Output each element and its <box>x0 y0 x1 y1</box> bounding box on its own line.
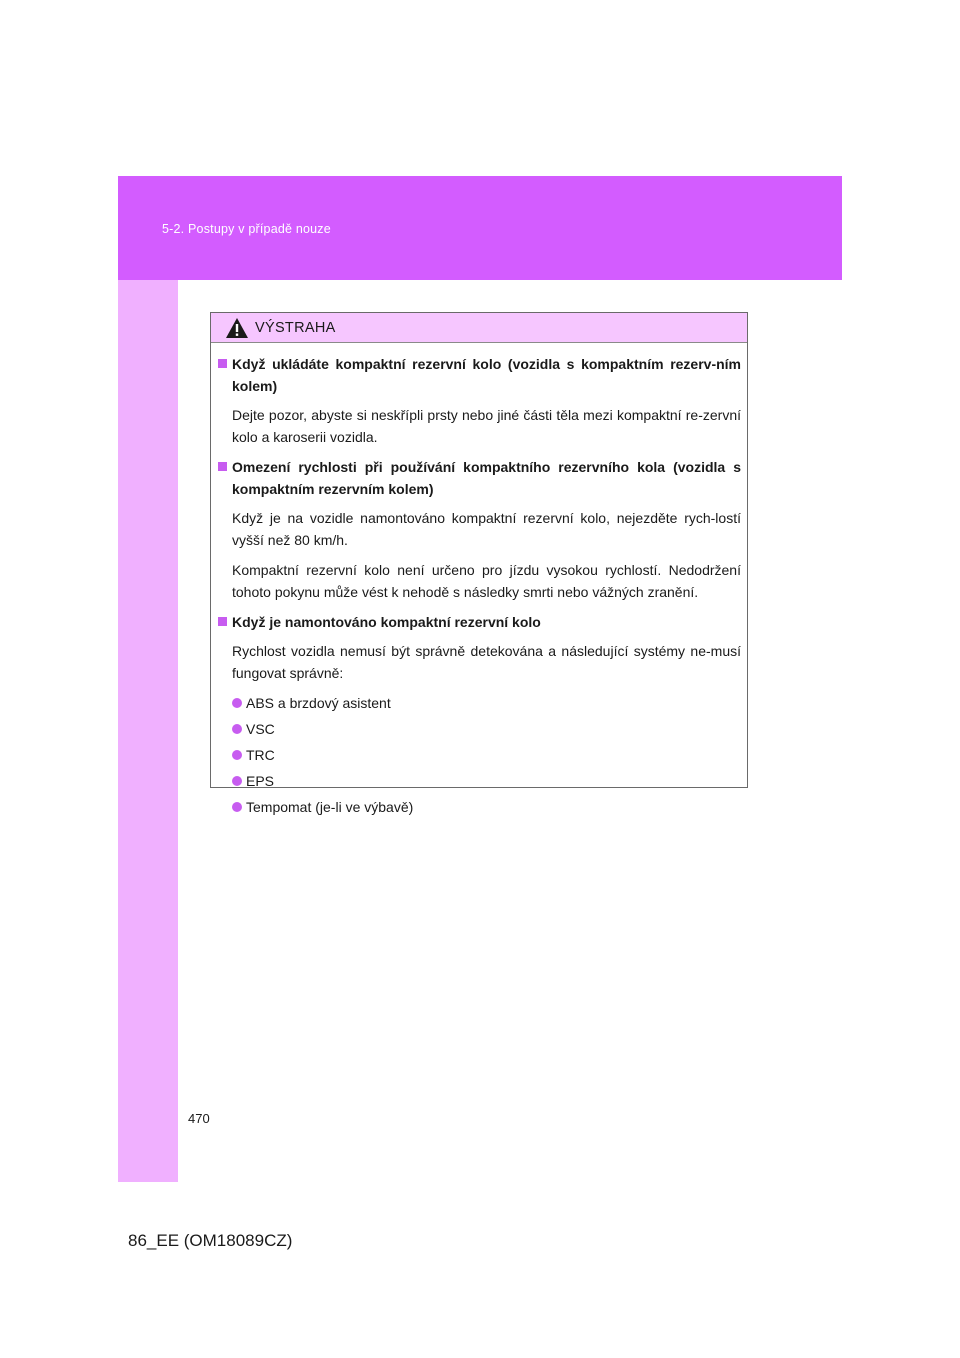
bullet-item: ABS a brzdový asistent <box>232 692 741 714</box>
square-bullet-icon <box>218 456 232 500</box>
warning-triangle-icon <box>225 317 249 339</box>
warning-paragraph: Dejte pozor, abyste si neskřípli prsty nebo jiné části těla mezi kompaktní re-zervní kolo a karoserii vozidla. <box>232 407 741 445</box>
warning-body <box>211 343 747 818</box>
warning-item-heading: Omezení rychlosti při používání kompaktního rezervního kola (vozidla s kompaktním rezervním kolem) <box>218 456 741 500</box>
warning-paragraph: Když je na vozidle namontováno kompaktní rezervní kolo, nejezděte rych-lostí vyšší než 80 km/h. <box>232 510 741 548</box>
warning-header <box>211 313 747 343</box>
bullet-item: EPS <box>232 770 741 792</box>
round-bullet-icon <box>232 724 242 734</box>
page-number: 470 <box>188 1111 210 1126</box>
round-bullet-icon <box>232 698 242 708</box>
footer-code: 86_EE (OM18089CZ) <box>128 1231 293 1250</box>
square-bullet-icon <box>218 353 232 397</box>
side-band <box>118 280 178 1182</box>
round-bullet-icon <box>232 776 242 786</box>
warning-item-heading: Když ukládáte kompaktní rezervní kolo (vozidla s kompaktním rezerv-ním kolem) <box>218 353 741 397</box>
round-bullet-icon <box>232 802 242 812</box>
bullet-item: TRC <box>232 744 741 766</box>
warning-paragraph: Kompaktní rezervní kolo není určeno pro jízdu vysokou rychlostí. Nedodržení tohoto pokynu může vést k nehodě s následky smrti nebo vážných zranění. <box>232 562 741 600</box>
bullet-item: VSC <box>232 718 741 740</box>
round-bullet-icon <box>232 750 242 760</box>
warning-item-heading: Když je namontováno kompaktní rezervní kolo <box>218 611 741 633</box>
section-title: 5-2. Postupy v případě nouze <box>162 222 331 236</box>
warning-paragraph: Rychlost vozidla nemusí být správně detekována a následující systémy ne-musí fungovat správně: <box>232 643 741 681</box>
bullet-item: Tempomat (je-li ve výbavě) <box>232 796 741 818</box>
warning-label: VÝSTRAHA <box>255 319 336 336</box>
warning-box <box>210 312 748 815</box>
square-bullet-icon <box>218 611 232 633</box>
